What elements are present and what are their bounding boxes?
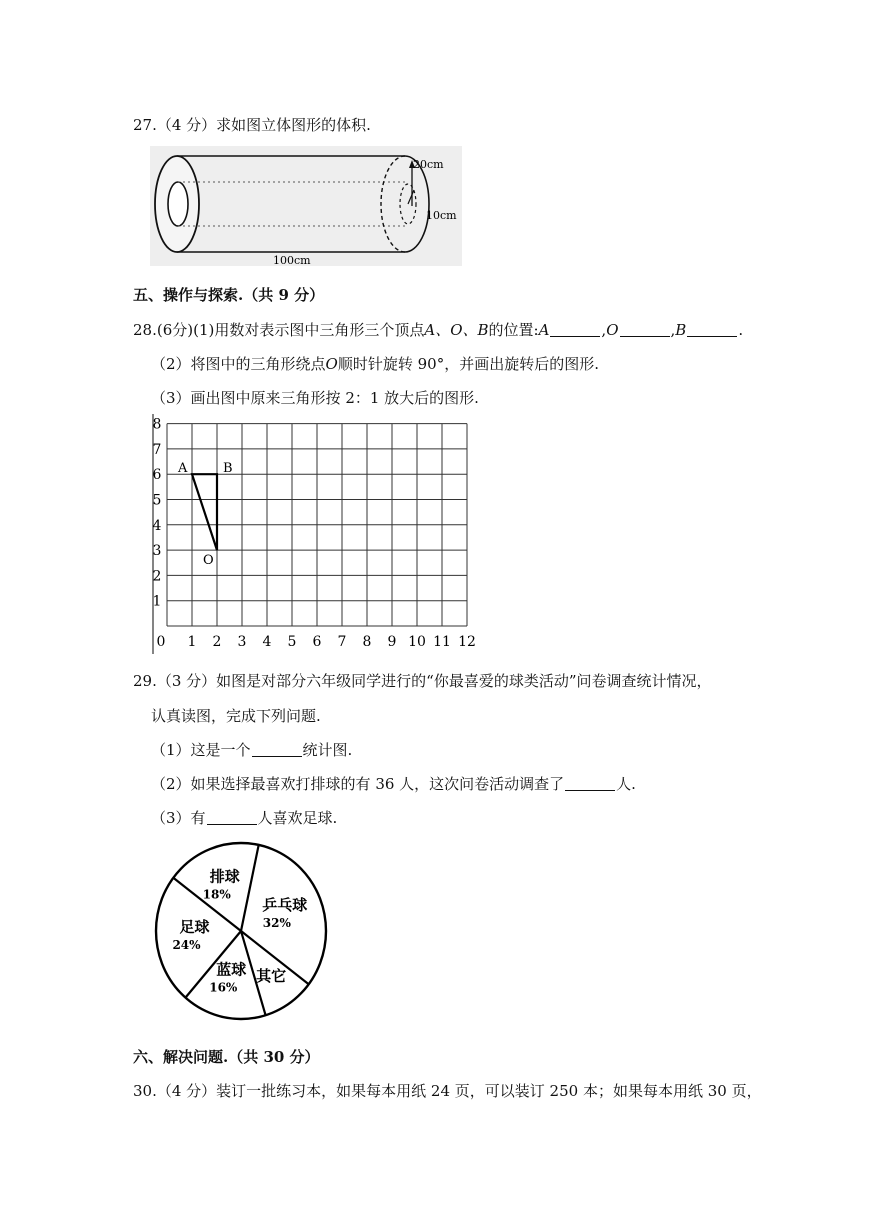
q28-mid: 的位置: xyxy=(488,321,539,339)
q28-a: A xyxy=(538,321,550,339)
pie-slice-name: 蓝球 xyxy=(216,960,247,979)
q28-line2-post: 顺时针旋转 90°，并画出旋转后的图形. xyxy=(337,355,599,373)
inner-radius-label: 10cm xyxy=(426,209,457,222)
q29-sub2-post: 人. xyxy=(616,775,636,793)
q29-sub3-post: 人喜欢足球. xyxy=(257,809,338,827)
q29-line1: 29.（3 分）如图是对部分六年级同学进行的“你最喜爱的球类活动”问卷调查统计情况， xyxy=(133,672,712,690)
pie-slice-percent: 24% xyxy=(172,938,201,953)
pie-slice-percent: 16% xyxy=(209,980,238,995)
x-tick-label: 4 xyxy=(262,634,272,650)
q30-text: 30.（4 分）装订一批练习本，如果每本用纸 24 页，可以装订 250 本；如果每本用纸 30 页， xyxy=(133,1082,762,1100)
q29-sub2 xyxy=(151,773,636,794)
x-tick-label: 12 xyxy=(458,634,476,650)
y-tick-label: 5 xyxy=(152,492,162,509)
x-tick-label: 9 xyxy=(387,634,397,650)
x-tick-label: 11 xyxy=(433,634,451,650)
y-tick-label: 4 xyxy=(152,517,162,534)
blank-chart-type[interactable] xyxy=(252,741,302,757)
q28-line2-pre: （2）将图中的三角形绕点 xyxy=(151,355,326,373)
x-tick-label: 7 xyxy=(337,634,347,650)
q28-line3: （3）画出图中原来三角形按 2：1 放大后的图形. xyxy=(151,389,479,407)
pie-slice-name: 排球 xyxy=(209,867,240,886)
blank-o[interactable] xyxy=(620,321,670,337)
pie-slice-name: 足球 xyxy=(179,918,210,937)
q29-sub1 xyxy=(151,739,352,760)
q28-comma1: , xyxy=(601,321,607,339)
x-tick-label: 6 xyxy=(312,634,322,650)
x-tick-label: 3 xyxy=(237,634,247,650)
pie-slice-name: 其它 xyxy=(256,966,287,985)
blank-total[interactable] xyxy=(565,775,615,791)
pie-slice-name: 乒乓球 xyxy=(262,896,308,915)
blank-b[interactable] xyxy=(687,321,737,337)
q28-line2 xyxy=(151,353,599,374)
outer-radius-label: 20cm xyxy=(413,158,444,171)
y-tick-label: 7 xyxy=(152,441,162,458)
q28-b: B xyxy=(675,321,687,339)
q29-line2: 认真读图，完成下列问题. xyxy=(151,707,321,725)
blank-a[interactable] xyxy=(550,321,600,337)
q29-sub2-pre: （2）如果选择最喜欢打排球的有 36 人，这次问卷活动调查了 xyxy=(151,775,565,793)
q28-line2-o: O xyxy=(325,355,338,373)
q29-sub3-pre: （3）有 xyxy=(151,809,206,827)
y-tick-label: 3 xyxy=(152,543,162,560)
coordinate-grid xyxy=(150,414,480,654)
q28-period: . xyxy=(738,321,744,339)
q29-sub1-pre: （1）这是一个 xyxy=(151,741,251,759)
section6-title: 六、解决问题.（共 30 分） xyxy=(133,1048,320,1066)
q27-text: 27.（4 分）求如图立体图形的体积. xyxy=(133,116,371,134)
q28-vertices: A、O、B xyxy=(424,321,489,339)
y-tick-label: 8 xyxy=(152,416,162,433)
y-tick-label: 6 xyxy=(152,467,162,484)
q28-comma2: , xyxy=(670,321,676,339)
x-tick-label: 10 xyxy=(408,634,426,650)
vertex-label-B: B xyxy=(223,461,233,477)
length-label: 100cm xyxy=(273,254,311,267)
section5-title: 五、操作与探索.（共 9 分） xyxy=(133,286,325,304)
x-tick-label: 1 xyxy=(187,634,197,650)
q28-prefix: 28.(6分)(1)用数对表示图中三角形三个顶点 xyxy=(133,321,425,339)
pie-chart xyxy=(150,837,332,1027)
cylinder-figure xyxy=(150,146,462,266)
q29-sub1-post: 统计图. xyxy=(302,741,353,759)
pie-slice-percent: 32% xyxy=(262,916,291,931)
x-tick-label: 0 xyxy=(156,634,166,650)
vertex-label-O: O xyxy=(203,553,214,569)
vertex-label-A: A xyxy=(178,461,188,477)
y-tick-label: 1 xyxy=(152,593,162,610)
y-tick-label: 2 xyxy=(152,568,162,585)
q29-sub3 xyxy=(151,807,337,828)
q28-line1 xyxy=(133,319,743,340)
pie-slice-percent: 18% xyxy=(202,887,231,902)
x-tick-label: 8 xyxy=(362,634,372,650)
q28-o: O xyxy=(606,321,619,339)
x-tick-label: 5 xyxy=(287,634,297,650)
x-tick-label: 2 xyxy=(212,634,222,650)
triangle-AOB xyxy=(192,474,217,550)
blank-football[interactable] xyxy=(207,809,257,825)
